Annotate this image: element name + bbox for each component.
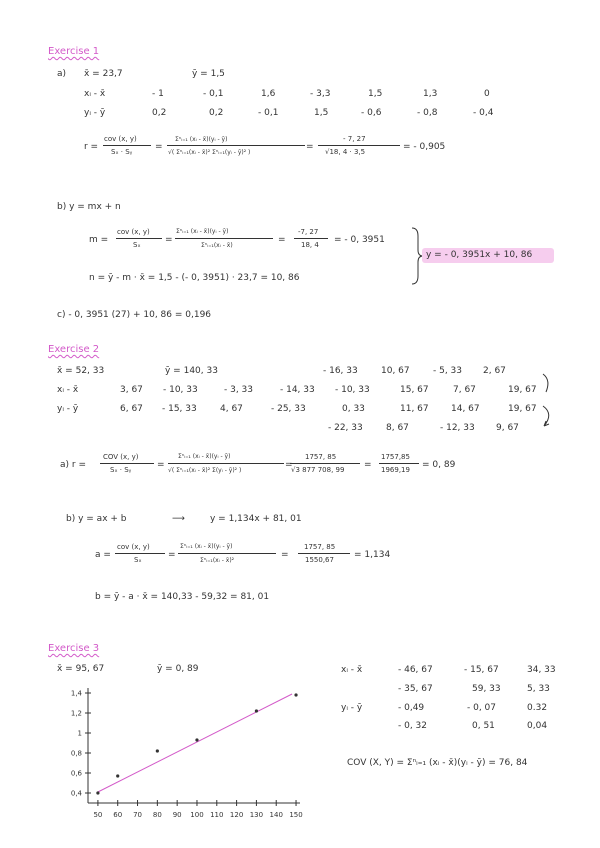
ex1-r-lhs: r = xyxy=(84,142,99,152)
ex2-b-line: b = ȳ - a · x̄ = 140,33 - 59,32 = 81, 01 xyxy=(95,592,270,602)
ex1-xdev-label: xᵢ - x̄ xyxy=(84,89,106,99)
ex1-xdev-cell: - 3,3 xyxy=(310,89,331,99)
ex1-m-value-numerator: -7, 27 xyxy=(298,228,319,236)
ex1-y-mean: ȳ = 1,5 xyxy=(192,69,225,79)
ex2-r-result: = 0, 89 xyxy=(422,460,456,470)
ex2-part-b-label: b) y = ax + b xyxy=(66,514,127,524)
ex2-ydev-cell: 6, 67 xyxy=(120,404,143,414)
ex1-m-numerator: cov (x, y) xyxy=(117,228,150,236)
ex2-a-sum-numerator: Σⁿᵢ₌₁ (xᵢ - x̄)(yᵢ - ȳ) xyxy=(180,543,233,550)
ex2-r-value-denominator: √3 877 708, 99 xyxy=(291,466,345,474)
x-tick-label: 60 xyxy=(113,811,123,819)
ex1-xdev-cell: 1,3 xyxy=(423,89,438,99)
x-tick-label: 150 xyxy=(289,811,303,819)
equals-sign: = xyxy=(281,550,289,560)
ex2-a-denominator: Sₓ xyxy=(134,556,142,564)
ex1-m-value-denominator: 18, 4 xyxy=(301,241,319,249)
ex3-x-mean: x̄ = 95, 67 xyxy=(57,664,105,674)
ex2-ydev-cell: - 25, 33 xyxy=(271,404,306,414)
ex2-regression-equation: y = 1,134x + 81, 01 xyxy=(210,514,302,524)
ex2-extra-cell: - 22, 33 xyxy=(328,423,363,433)
ex2-r-denominator: Sₓ · Sᵧ xyxy=(110,466,132,474)
x-tick-label: 70 xyxy=(133,811,142,819)
ex2-r-value2-denominator: 1969,19 xyxy=(381,466,410,474)
ex2-ydev-cell: 14, 67 xyxy=(451,404,480,414)
ex2-xdev-label: xᵢ - x̄ xyxy=(57,385,79,395)
ex2-xdev-cell: 7, 67 xyxy=(453,385,476,395)
ex2-xdev-cell: - 3, 33 xyxy=(224,385,254,395)
y-tick-label: 0,4 xyxy=(70,789,82,798)
ex2-a-value-denominator: 1550,67 xyxy=(305,556,334,564)
equals-sign: = xyxy=(364,460,372,470)
ex2-a-numerator: cov (x, y) xyxy=(117,543,150,551)
ex3-ydev-cell: - 0, 07 xyxy=(467,703,497,713)
ex3-ydev-cell: - 0,49 xyxy=(398,703,425,713)
ex1-xdev-cell: 1,6 xyxy=(261,89,276,99)
x-tick-label: 140 xyxy=(269,811,283,819)
ex2-xdev-cell: 19, 67 xyxy=(508,385,537,395)
ex2-extra-cell: 8, 67 xyxy=(386,423,409,433)
x-tick-label: 130 xyxy=(249,811,264,819)
ex2-ydev-cell: 11, 67 xyxy=(400,404,429,414)
ex1-ydev-label: yᵢ - ȳ xyxy=(84,108,106,118)
x-tick-label: 50 xyxy=(93,811,103,819)
y-tick-label: 0,6 xyxy=(70,769,82,778)
ex1-m-result: = - 0, 3951 xyxy=(334,235,385,245)
ex1-ydev-cell: 0,2 xyxy=(152,108,167,118)
ex2-y-mean: ȳ = 140, 33 xyxy=(165,366,218,376)
data-point xyxy=(255,709,258,712)
ex2-a-sum-denominator: Σⁿᵢ₌₁(xᵢ - x̄)² xyxy=(200,557,235,564)
ex2-r-sum-denominator: √( Σⁿᵢ₌₁(xᵢ - x̄)² Σ(yᵢ - ȳ)² ) xyxy=(168,467,242,474)
ex3-xdev-cell: - 35, 67 xyxy=(398,684,433,694)
ex1-xdev-cell: - 0,1 xyxy=(203,89,224,99)
ex3-y-mean: ȳ = 0, 89 xyxy=(157,664,199,674)
equals-sign: = xyxy=(168,550,176,560)
equals-sign: = xyxy=(285,460,293,470)
ex3-xdev-cell: - 46, 67 xyxy=(398,665,433,675)
x-tick-label: 110 xyxy=(210,811,224,819)
data-point xyxy=(195,738,198,741)
ex2-r-value-numerator: 1757, 85 xyxy=(305,453,337,461)
ex1-part-b-label: b) y = mx + n xyxy=(57,202,121,212)
y-tick-label: 1,4 xyxy=(70,689,82,698)
ex2-r-numerator: COV (x, y) xyxy=(103,453,139,461)
x-tick-label: 80 xyxy=(152,811,162,819)
ex2-ydev-cell: 19, 67 xyxy=(508,404,537,414)
ex3-xdev-label: xᵢ - x̄ xyxy=(341,665,363,675)
ex1-m-lhs: m = xyxy=(89,235,109,245)
ex1-m-denominator: Sₓ xyxy=(133,241,141,249)
ex1-ydev-cell: 0,2 xyxy=(209,108,224,118)
ex1-part-a-label: a) xyxy=(57,69,67,79)
ex1-part-c-line: c) - 0, 3951 (27) + 10, 86 = 0,196 xyxy=(57,310,212,320)
ex2-extra-cell: 10, 67 xyxy=(381,366,410,376)
ex2-ydev-cell: - 15, 33 xyxy=(162,404,197,414)
x-tick-label: 100 xyxy=(190,811,204,819)
data-point xyxy=(294,693,297,696)
ex2-r-value2-numerator: 1757,85 xyxy=(381,453,410,461)
ex1-regression-equation: y = - 0, 3951x + 10, 86 xyxy=(426,250,533,260)
ex3-ydev-cell: 0.32 xyxy=(527,703,548,713)
ex1-r-value-denominator: √18, 4 · 3,5 xyxy=(325,148,366,156)
equals-sign: = xyxy=(155,142,163,152)
ex1-ydev-cell: - 0,4 xyxy=(473,108,494,118)
arrow-icon: ⟶ xyxy=(172,514,185,524)
y-tick-label: 1 xyxy=(77,729,82,738)
ex2-xdev-cell: - 14, 33 xyxy=(280,385,315,395)
fit-line xyxy=(98,694,292,792)
data-point xyxy=(116,774,119,777)
ex3-xdev-cell: 59, 33 xyxy=(472,684,501,694)
ex1-ydev-cell: 1,5 xyxy=(314,108,329,118)
ex1-r-sum-numerator: Σⁿᵢ₌₁ (xᵢ - x̄)(yᵢ - ȳ) xyxy=(175,136,228,143)
ex2-extra-cell: 2, 67 xyxy=(483,366,506,376)
equals-sign: = xyxy=(278,235,286,245)
ex1-xdev-cell: 0 xyxy=(484,89,490,99)
ex2-r-sum-numerator: Σⁿᵢ₌₁ (xᵢ - x̄)(yᵢ - ȳ) xyxy=(178,453,231,460)
ex2-a-result: = 1,134 xyxy=(354,550,391,560)
ex3-covariance-line: COV (X, Y) = Σⁿᵢ₌₁ (xᵢ - x̄)(yᵢ - ȳ) = 76, 84 xyxy=(347,758,528,768)
data-point xyxy=(156,749,159,752)
ex3-xdev-cell: - 15, 67 xyxy=(464,665,499,675)
ex2-extra-cell: - 16, 33 xyxy=(323,366,358,376)
ex1-m-sum-denominator: Σⁿᵢ₌₁(xᵢ - x̄) xyxy=(201,242,233,249)
equals-sign: = xyxy=(165,235,173,245)
ex1-ydev-cell: - 0,8 xyxy=(417,108,438,118)
ex1-r-denominator: Sₓ · Sᵧ xyxy=(111,148,133,156)
ex2-ydev-cell: 4, 67 xyxy=(220,404,243,414)
exercise-3-header: Exercise 3 xyxy=(48,643,100,654)
ex3-ydev-cell: 0,04 xyxy=(527,721,548,731)
equals-sign: = xyxy=(157,460,165,470)
ex1-n-line: n = ȳ - m · x̄ = 1,5 - (- 0, 3951) · 23,7 = 10, 86 xyxy=(89,273,300,283)
ex2-a-value-numerator: 1757, 85 xyxy=(304,543,336,551)
ex2-extra-cell: - 5, 33 xyxy=(433,366,463,376)
y-tick-label: 0,8 xyxy=(70,749,82,758)
x-tick-label: 120 xyxy=(229,811,244,819)
ex3-xdev-cell: 34, 33 xyxy=(527,665,556,675)
ex1-r-value-numerator: - 7, 27 xyxy=(343,135,366,143)
exercise-1-header: Exercise 1 xyxy=(48,46,100,57)
equals-sign: = xyxy=(306,142,314,152)
x-tick-label: 90 xyxy=(172,811,182,819)
ex1-ydev-cell: - 0,6 xyxy=(361,108,382,118)
ex2-ydev-cell: 0, 33 xyxy=(342,404,365,414)
ex2-extra-cell: - 12, 33 xyxy=(440,423,475,433)
ex1-ydev-cell: - 0,1 xyxy=(258,108,279,118)
ex1-xdev-cell: 1,5 xyxy=(368,89,383,99)
ex1-r-numerator: cov (x, y) xyxy=(104,135,137,143)
ex2-a-lhs: a = xyxy=(95,550,111,560)
ex2-r-lhs: a) r = xyxy=(60,460,86,470)
ex2-xdev-cell: 3, 67 xyxy=(120,385,143,395)
ex1-xdev-cell: - 1 xyxy=(152,89,164,99)
ex3-xdev-cell: 5, 33 xyxy=(527,684,550,694)
y-tick-label: 1,2 xyxy=(70,709,82,718)
ex2-xdev-cell: 15, 67 xyxy=(400,385,429,395)
ex1-x-mean: x̄ = 23,7 xyxy=(84,69,123,79)
ex2-extra-cell: 9, 67 xyxy=(496,423,519,433)
data-point xyxy=(96,791,99,794)
ex1-m-sum-numerator: Σⁿᵢ₌₁ (xᵢ - x̄)(yᵢ - ȳ) xyxy=(176,228,229,235)
ex3-ydev-cell: 0, 51 xyxy=(472,721,495,731)
ex1-r-result: = - 0,905 xyxy=(403,142,446,152)
ex2-x-mean: x̄ = 52, 33 xyxy=(57,366,105,376)
ex3-ydev-cell: - 0, 32 xyxy=(398,721,428,731)
ex2-xdev-cell: - 10, 33 xyxy=(335,385,370,395)
ex2-ydev-label: yᵢ - ȳ xyxy=(57,404,79,414)
ex1-r-sum-denominator: √( Σⁿᵢ₌₁(xᵢ - x̄)² Σⁿᵢ₌₁(yᵢ - ȳ)² ) xyxy=(168,149,251,156)
ex2-xdev-cell: - 10, 33 xyxy=(163,385,198,395)
ex3-ydev-label: yᵢ - ȳ xyxy=(341,703,363,713)
exercise-2-header: Exercise 2 xyxy=(48,344,100,355)
